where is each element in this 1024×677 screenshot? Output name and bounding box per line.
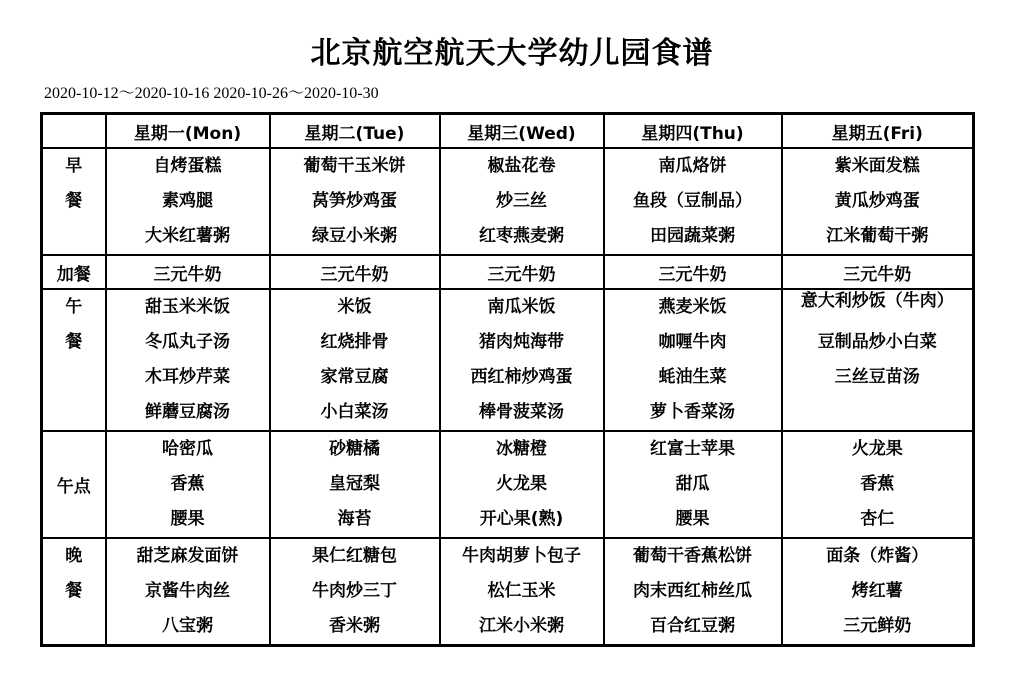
list-item: 杏仁 bbox=[860, 509, 895, 529]
afternoon-snack-label: 午点 bbox=[42, 431, 106, 538]
afternoon-thu bbox=[604, 431, 782, 538]
list-item: 南瓜米饭 bbox=[487, 297, 556, 317]
lunch-fri bbox=[782, 289, 974, 431]
list-item: 京酱牛肉丝 bbox=[145, 581, 230, 601]
list-item: 面条（炸酱） bbox=[826, 546, 929, 566]
list-item: 哈密瓜 bbox=[162, 439, 213, 459]
dinner-thu bbox=[604, 538, 782, 646]
list-item: 海苔 bbox=[337, 509, 372, 529]
list-item: 香蕉 bbox=[170, 474, 205, 494]
dinner-row bbox=[42, 538, 974, 646]
list-item: 火龙果 bbox=[851, 439, 903, 459]
list-item: 木耳炒芹菜 bbox=[145, 367, 230, 387]
header-row bbox=[42, 114, 974, 149]
list-item: 豆制品炒小白菜 bbox=[817, 332, 937, 352]
date-range: 2020-10-12～2020-10-16 2020-10-26～2020-10-30 bbox=[44, 85, 379, 102]
list-item: 蚝油生菜 bbox=[658, 367, 727, 387]
list-item: 火龙果 bbox=[496, 474, 547, 494]
list-item: 米饭 bbox=[337, 297, 372, 317]
list-item: 冰糖橙 bbox=[496, 439, 547, 459]
list-item: 紫米面发糕 bbox=[834, 156, 920, 176]
header-wed: 星期三(Wed) bbox=[440, 114, 604, 149]
list-item: 江米小米粥 bbox=[479, 616, 564, 636]
list-item: 鱼段（豆制品） bbox=[633, 191, 752, 211]
list-item: 炒三丝 bbox=[496, 191, 547, 211]
list-item: 绿豆小米粥 bbox=[312, 226, 397, 246]
snack-thu: 三元牛奶 bbox=[604, 255, 782, 289]
list-item: 甜瓜 bbox=[675, 474, 710, 494]
header-fri: 星期五(Fri) bbox=[782, 114, 974, 149]
breakfast-tue bbox=[270, 148, 440, 255]
list-item: 萝卜香菜汤 bbox=[650, 402, 735, 422]
list-item: 八宝粥 bbox=[162, 616, 213, 636]
list-item: 葡萄干香蕉松饼 bbox=[633, 546, 752, 566]
header-tue: 星期二(Tue) bbox=[270, 114, 440, 149]
list-item: 冬瓜丸子汤 bbox=[145, 332, 230, 352]
lunch-label: 午 餐 bbox=[42, 289, 106, 431]
list-item: 腰果 bbox=[675, 509, 710, 529]
list-item: 红烧排骨 bbox=[320, 332, 389, 352]
list-item: 牛肉胡萝卜包子 bbox=[462, 546, 581, 566]
lunch-tue bbox=[270, 289, 440, 431]
list-item: 红富士苹果 bbox=[650, 439, 735, 459]
list-item: 三元鲜奶 bbox=[843, 616, 912, 636]
snack-label: 加餐 bbox=[42, 255, 106, 289]
list-item: 小白菜汤 bbox=[320, 402, 389, 422]
list-item: 意大利炒饭（牛肉） bbox=[800, 291, 954, 311]
list-item: 葡萄干玉米饼 bbox=[303, 156, 406, 176]
breakfast-thu bbox=[604, 148, 782, 255]
list-item: 江米葡萄干粥 bbox=[826, 226, 929, 246]
breakfast-row bbox=[42, 148, 974, 255]
list-item: 肉末西红柿丝瓜 bbox=[633, 581, 752, 601]
afternoon-tue bbox=[270, 431, 440, 538]
dinner-fri bbox=[782, 538, 974, 646]
snack-row bbox=[42, 255, 974, 289]
list-item: 猪肉炖海带 bbox=[479, 332, 564, 352]
list-item: 开心果(熟) bbox=[479, 509, 564, 529]
afternoon-fri bbox=[782, 431, 974, 538]
list-item: 香米粥 bbox=[329, 616, 380, 636]
snack-fri: 三元牛奶 bbox=[782, 255, 974, 289]
header-mon: 星期一(Mon) bbox=[106, 114, 270, 149]
page-title: 北京航空航天大学幼儿园食谱 bbox=[310, 36, 714, 71]
list-item: 田园蔬菜粥 bbox=[650, 226, 735, 246]
list-item: 松仁玉米 bbox=[487, 581, 556, 601]
list-item: 棒骨菠菜汤 bbox=[479, 402, 564, 422]
dinner-label: 晚 餐 bbox=[42, 538, 106, 646]
menu-table bbox=[40, 112, 975, 647]
snack-mon: 三元牛奶 bbox=[106, 255, 270, 289]
list-item: 牛肉炒三丁 bbox=[312, 581, 397, 601]
list-item: 甜玉米米饭 bbox=[145, 297, 230, 317]
breakfast-label: 早 餐 bbox=[42, 148, 106, 255]
list-item bbox=[783, 395, 973, 430]
dinner-mon bbox=[106, 538, 270, 646]
afternoon-snack-row bbox=[42, 431, 974, 538]
list-item: 皇冠梨 bbox=[329, 474, 380, 494]
list-item: 西红柿炒鸡蛋 bbox=[470, 367, 573, 387]
list-item: 腰果 bbox=[170, 509, 205, 529]
list-item: 黄瓜炒鸡蛋 bbox=[834, 191, 920, 211]
header-corner bbox=[42, 114, 106, 149]
breakfast-wed bbox=[440, 148, 604, 255]
list-item: 自烤蛋糕 bbox=[153, 156, 222, 176]
breakfast-mon bbox=[106, 148, 270, 255]
afternoon-wed bbox=[440, 431, 604, 538]
list-item: 甜芝麻发面饼 bbox=[136, 546, 239, 566]
dinner-tue bbox=[270, 538, 440, 646]
list-item: 素鸡腿 bbox=[162, 191, 213, 211]
list-item: 燕麦米饭 bbox=[658, 297, 727, 317]
lunch-row bbox=[42, 289, 974, 431]
list-item: 咖喱牛肉 bbox=[658, 332, 727, 352]
lunch-wed bbox=[440, 289, 604, 431]
list-item: 烤红薯 bbox=[851, 581, 903, 601]
list-item: 香蕉 bbox=[860, 474, 895, 494]
snack-tue: 三元牛奶 bbox=[270, 255, 440, 289]
list-item: 百合红豆粥 bbox=[650, 616, 735, 636]
lunch-mon bbox=[106, 289, 270, 431]
snack-wed: 三元牛奶 bbox=[440, 255, 604, 289]
header-thu: 星期四(Thu) bbox=[604, 114, 782, 149]
list-item: 红枣燕麦粥 bbox=[479, 226, 564, 246]
list-item: 砂糖橘 bbox=[329, 439, 380, 459]
list-item: 家常豆腐 bbox=[320, 367, 389, 387]
dinner-wed bbox=[440, 538, 604, 646]
list-item: 莴笋炒鸡蛋 bbox=[312, 191, 397, 211]
list-item: 鲜蘑豆腐汤 bbox=[145, 402, 230, 422]
list-item: 南瓜烙饼 bbox=[658, 156, 727, 176]
list-item: 椒盐花卷 bbox=[487, 156, 556, 176]
breakfast-fri bbox=[782, 148, 974, 255]
afternoon-mon bbox=[106, 431, 270, 538]
list-item: 果仁红糖包 bbox=[312, 546, 397, 566]
list-item: 三丝豆苗汤 bbox=[834, 367, 920, 387]
lunch-thu bbox=[604, 289, 782, 431]
list-item: 大米红薯粥 bbox=[145, 226, 230, 246]
